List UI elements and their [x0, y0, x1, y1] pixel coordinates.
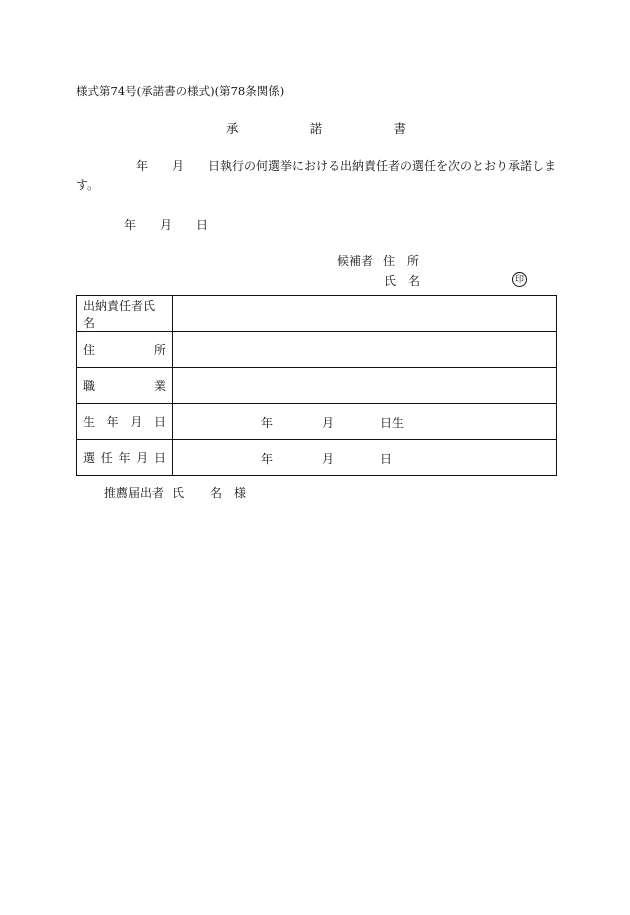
form-number: 様式第74号(承諾書の様式)(第78条関係) [76, 84, 285, 98]
table-row [77, 404, 557, 440]
date-month: 月 [160, 218, 173, 232]
info-table [76, 295, 557, 476]
label-text: 出納責任者氏名 [83, 298, 156, 330]
label-address [77, 332, 173, 368]
label-char: 月 [136, 451, 149, 465]
recommender-label: 推薦届出者 [104, 486, 165, 500]
label-treasurer-name [77, 296, 173, 332]
date-line [124, 217, 208, 233]
birth-day: 日生 [380, 416, 405, 430]
table-row [77, 332, 557, 368]
seal-icon: 印 [512, 272, 527, 287]
candidate-address [337, 253, 419, 269]
table-row [77, 440, 557, 476]
field-appointment-date[interactable] [173, 440, 557, 476]
title-char-3: 書 [393, 121, 406, 136]
candidate-label: 候補者 [337, 254, 374, 268]
label-char: 職 [83, 379, 96, 393]
field-occupation[interactable] [173, 368, 557, 404]
label-char: 日 [153, 451, 166, 465]
label-birthdate [77, 404, 173, 440]
appoint-day: 日 [380, 452, 393, 466]
body-text-line2: す。 [76, 178, 100, 192]
birth-year: 年 [261, 416, 274, 430]
birth-month: 月 [322, 416, 335, 430]
label-char: 年 [106, 415, 119, 429]
label-char: 年 [118, 451, 131, 465]
candidate-name-label: 氏 名 [384, 274, 421, 288]
body-rest: 日執行の何選挙における出納責任者の選任を次のとおり承諾しま [208, 159, 557, 173]
label-occupation [77, 368, 173, 404]
appoint-year: 年 [261, 452, 274, 466]
label-appointment-date [77, 440, 173, 476]
candidate-address-label: 住 所 [383, 254, 420, 268]
document-title [226, 121, 406, 137]
body-text-line1 [136, 158, 556, 174]
candidate-name [384, 273, 420, 289]
appoint-month: 月 [322, 452, 335, 466]
recommender-shi: 氏 [172, 486, 185, 500]
body-year: 年 [136, 159, 149, 173]
date-year: 年 [124, 218, 137, 232]
date-day: 日 [196, 218, 209, 232]
label-char: 選 [83, 451, 96, 465]
body-month: 月 [172, 159, 185, 173]
label-char: 生 [83, 415, 96, 429]
label-char: 住 [83, 343, 96, 357]
field-birthdate[interactable] [173, 404, 557, 440]
field-treasurer-name[interactable] [173, 296, 557, 332]
table-row [77, 296, 557, 332]
field-address[interactable] [173, 332, 557, 368]
label-char: 月 [130, 415, 143, 429]
title-char-2: 諾 [309, 121, 323, 136]
label-char: 日 [153, 415, 166, 429]
recommender-mei: 名 [210, 486, 223, 500]
recommender-line [104, 485, 246, 501]
label-char: 業 [153, 379, 166, 393]
recommender-sama: 様 [234, 486, 247, 500]
label-char: 任 [100, 451, 113, 465]
label-char: 所 [153, 343, 166, 357]
title-char-1: 承 [226, 121, 239, 136]
table-row [77, 368, 557, 404]
